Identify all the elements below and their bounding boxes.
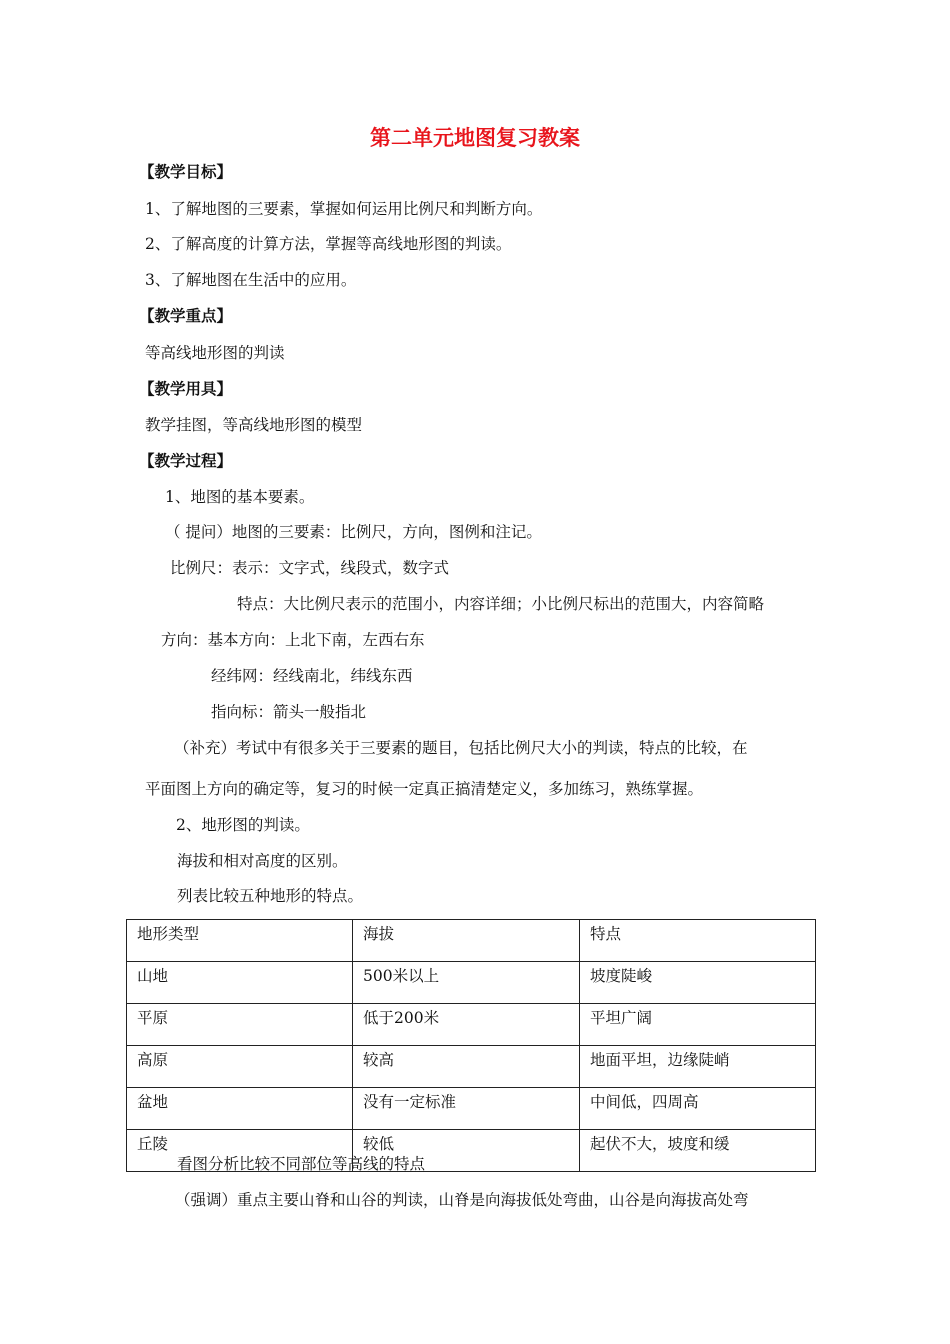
- table-cell: 500米以上: [353, 962, 580, 1004]
- table-cell: 丘陵: [127, 1130, 353, 1172]
- table-cell: 地面平坦，边缘陡峭: [580, 1046, 816, 1088]
- document-title: 第二单元地图复习教案: [370, 125, 580, 150]
- goal-item: 3、了解地图在生活中的应用。: [145, 271, 357, 289]
- goals-heading: 【教学目标】: [139, 162, 233, 181]
- process-line: 海拔和相对高度的区别。: [177, 852, 348, 870]
- table-row: [127, 962, 816, 1004]
- process-line: 2、地形图的判读。: [176, 816, 310, 834]
- table-cell: 较低: [353, 1130, 580, 1172]
- table-cell: 坡度陡峻: [580, 962, 816, 1004]
- goal-item: 2、了解高度的计算方法，掌握等高线地形图的判读。: [145, 235, 512, 253]
- process-line: 指向标：箭头一般指北: [211, 703, 367, 721]
- table-cell: 平坦广阔: [580, 1004, 816, 1046]
- table-header-cell: 地形类型: [127, 920, 353, 962]
- table-cell: 没有一定标准: [353, 1088, 580, 1130]
- tools-text: 教学挂图，等高线地形图的模型: [145, 416, 363, 434]
- process-line: 看图分析比较不同部位等高线的特点: [177, 1155, 426, 1173]
- table-row: [127, 1088, 816, 1130]
- process-line: （补充）考试中有很多关于三要素的题目，包括比例尺大小的判读，特点的比较，在: [174, 739, 748, 757]
- table-row: [127, 1046, 816, 1088]
- process-line: （强调）重点主要山脊和山谷的判读，山脊是向海拔低处弯曲，山谷是向海拔高处弯: [175, 1191, 749, 1209]
- goal-item: 1、了解地图的三要素，掌握如何运用比例尺和判断方向。: [145, 200, 543, 218]
- table-header-row: [127, 920, 816, 962]
- process-line: 比例尺：表示：文字式，线段式，数字式: [170, 559, 450, 577]
- process-heading: 【教学过程】: [139, 451, 233, 470]
- table-cell: 起伏不大，坡度和缓: [580, 1130, 816, 1172]
- process-line: 平面图上方向的确定等，复习的时候一定真正搞清楚定义，多加练习，熟练掌握。: [145, 780, 704, 798]
- process-line: 特点：大比例尺表示的范围小，内容详细；小比例尺标出的范围大，内容简略: [237, 595, 765, 613]
- table-cell: 中间低，四周高: [580, 1088, 816, 1130]
- terrain-table: [126, 919, 816, 1172]
- process-line: 1、地图的基本要素。: [165, 488, 315, 506]
- table-cell: 山地: [127, 962, 353, 1004]
- table-header-cell: 特点: [580, 920, 816, 962]
- process-line: （ 提问）地图的三要素：比例尺，方向，图例和注记。: [165, 523, 542, 541]
- process-line: 方向：基本方向：上北下南，左西右东: [161, 631, 425, 649]
- table-header-cell: 海拔: [353, 920, 580, 962]
- table-row: [127, 1004, 816, 1046]
- table-cell: 较高: [353, 1046, 580, 1088]
- table-cell: 平原: [127, 1004, 353, 1046]
- table-cell: 低于200米: [353, 1004, 580, 1046]
- tools-heading: 【教学用具】: [139, 379, 233, 398]
- process-line: 经纬网：经线南北，纬线东西: [211, 667, 413, 685]
- process-line: 列表比较五种地形的特点。: [177, 887, 364, 905]
- key-heading: 【教学重点】: [139, 306, 233, 325]
- table-cell: 盆地: [127, 1088, 353, 1130]
- table-cell: 高原: [127, 1046, 353, 1088]
- key-text: 等高线地形图的判读: [145, 344, 285, 362]
